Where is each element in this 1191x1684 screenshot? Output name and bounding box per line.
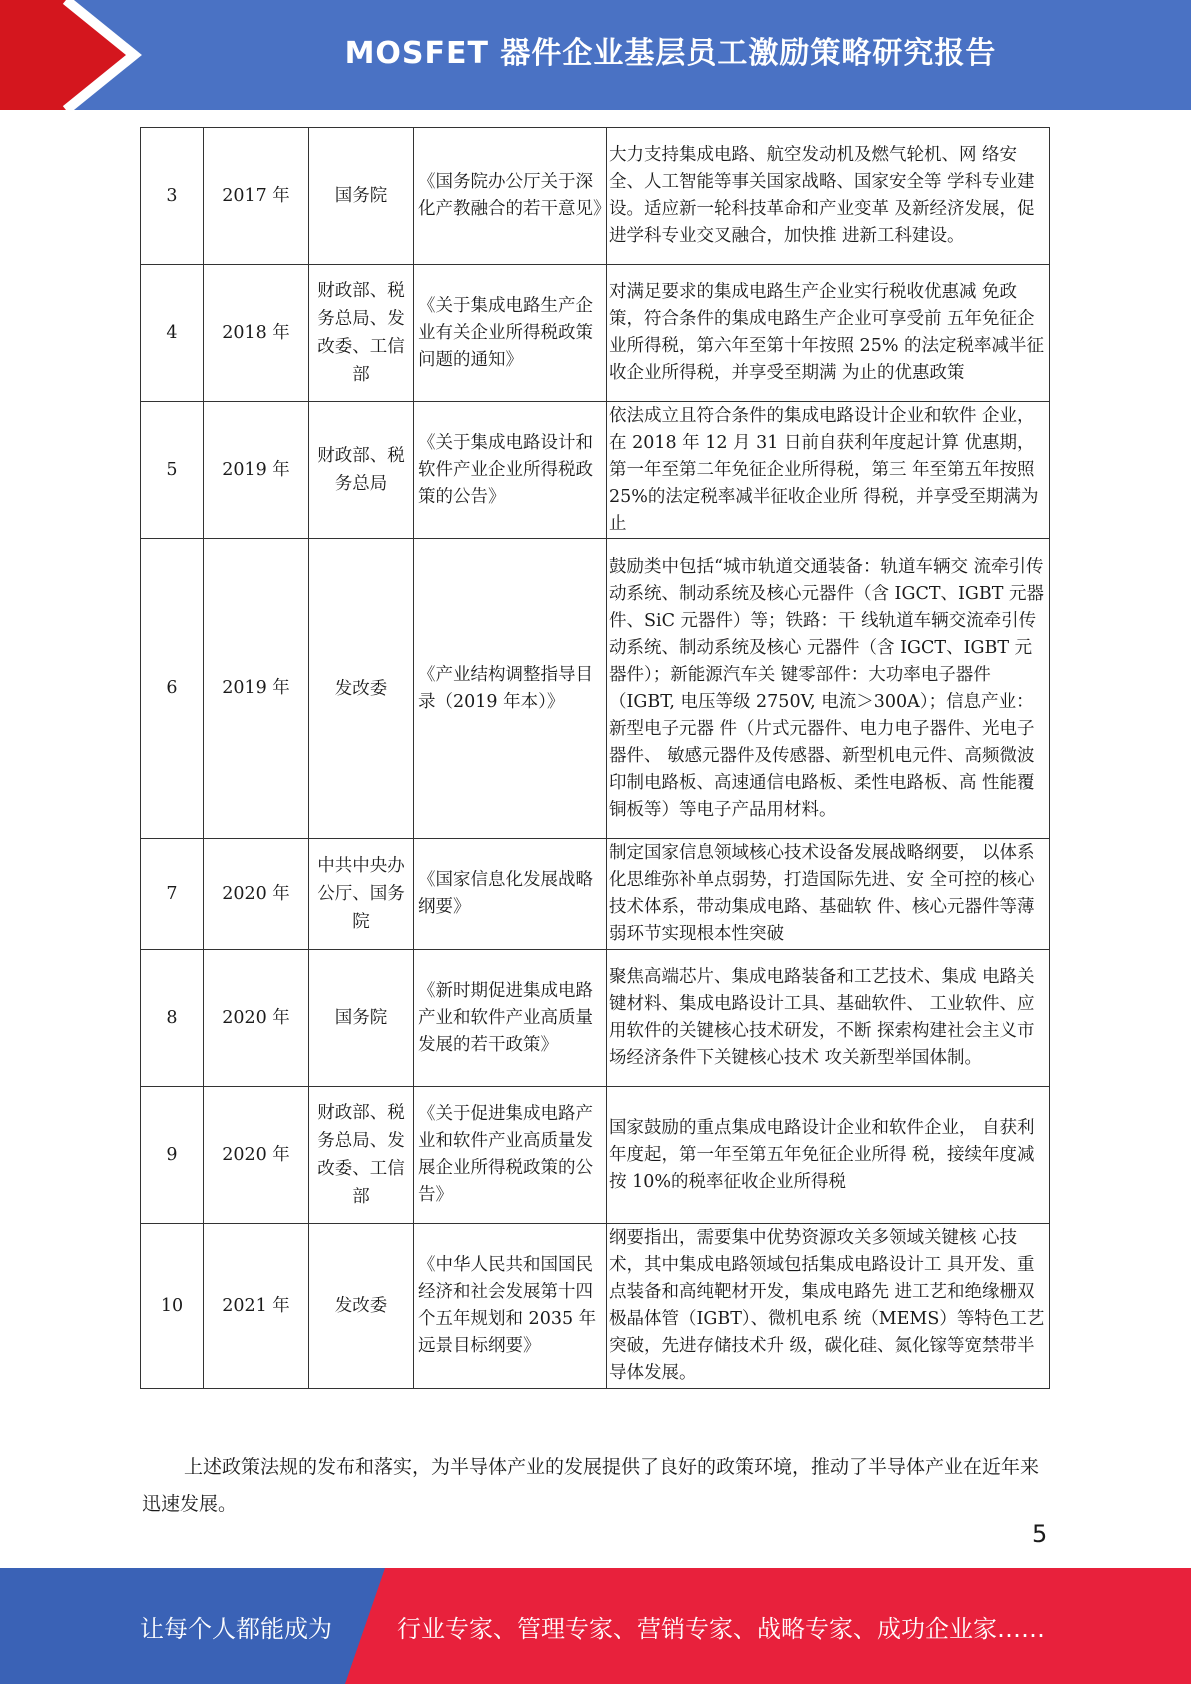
row-policy-title: 《关于集成电路生产企业有关企业所得税政策问题的通知》 [414, 265, 607, 402]
row-number: 4 [141, 265, 204, 402]
page-header [0, 0, 1191, 110]
row-year: 2021 年 [204, 1224, 309, 1389]
row-department: 财政部、税务总局、发改委、工信部 [309, 1087, 414, 1224]
row-year: 2019 年 [204, 402, 309, 539]
row-number: 7 [141, 839, 204, 950]
footer-slogan-right: 行业专家、管理专家、营销专家、战略专家、成功企业家…… [397, 1614, 1045, 1643]
row-policy-title: 《国家信息化发展战略纲要》 [414, 839, 607, 950]
row-year: 2020 年 [204, 1087, 309, 1224]
row-year: 2019 年 [204, 539, 309, 839]
row-year: 2020 年 [204, 839, 309, 950]
row-number: 9 [141, 1087, 204, 1224]
row-department: 发改委 [309, 1224, 414, 1389]
table-row [141, 402, 1050, 539]
row-description: 纲要指出，需要集中优势资源攻关多领域关键核 心技术，其中集成电路领域包括集成电路设计工 具开发、重点装备和高纯靶材开发，集成电路先 进工艺和绝缘栅双极晶体管（IGBT）、微机电系 统（MEMS）等特色工艺突破，先进存储技术升 级，碳化硅、氮化镓等宽禁带半导体发展。 [607, 1224, 1050, 1389]
row-policy-title: 《关于集成电路设计和软件产业企业所得税政策的公告》 [414, 402, 607, 539]
row-year: 2017 年 [204, 128, 309, 265]
row-description: 大力支持集成电路、航空发动机及燃气轮机、网 络安全、人工智能等事关国家战略、国家安全等 学科专业建设。适应新一轮科技革命和产业变革 及新经济发展，促进学科专业交叉融合，加快推 进新工科建设。 [607, 128, 1050, 265]
row-policy-title: 《中华人民共和国国民经济和社会发展第十四个五年规划和 2035 年远景目标纲要》 [414, 1224, 607, 1389]
row-department: 财政部、税务总局、发改委、工信部 [309, 265, 414, 402]
footer-slogan-left: 让每个人都能成为 [140, 1614, 332, 1643]
row-number: 5 [141, 402, 204, 539]
table-row [141, 1224, 1050, 1389]
table-row [141, 128, 1050, 265]
table-row [141, 539, 1050, 839]
body-paragraph: 上述政策法规的发布和落实，为半导体产业的发展提供了良好的政策环境，推动了半导体产业在近年来迅速发展。 [142, 1456, 1040, 1515]
page-number: 5 [1032, 1520, 1048, 1548]
row-description: 鼓励类中包括“城市轨道交通装备：轨道车辆交 流牵引传动系统、制动系统及核心元器件（含 IGCT、IGBT 元器件、SiC 元器件）等；铁路：干 线轨道车辆交流牵引传动系统、制动系统及核心 元器件（含 IGCT、IGBT 元器件）；新能源汽车关 键零部件：大功率电子器件（IGBT, 电压等级 2750V, 电流＞300A）；信息产业：新型电子元器 件（片式元器件、电力电子器件、光电子器件、 敏感元器件及传感器、新型机电元件、高频微波 印制电路板、高速通信电路板、柔性电路板、高 性能覆铜板等）等电子产品用材料。 [607, 539, 1050, 839]
row-number: 6 [141, 539, 204, 839]
row-description: 国家鼓励的重点集成电路设计企业和软件企业， 自获利年度起，第一年至第五年免征企业所得 税，接续年度减按 10%的税率征收企业所得税 [607, 1087, 1050, 1224]
table-row [141, 1087, 1050, 1224]
row-policy-title: 《产业结构调整指导目录（2019 年本）》 [414, 539, 607, 839]
row-number: 8 [141, 950, 204, 1087]
row-description: 对满足要求的集成电路生产企业实行税收优惠减 免政策，符合条件的集成电路生产企业可享受前 五年免征企业所得税，第六年至第十年按照 25% 的法定税率减半征收企业所得税，并享受至期满 为止的优惠政策 [607, 265, 1050, 402]
header-red-arrow-decoration [0, 0, 150, 110]
row-policy-title: 《新时期促进集成电路产业和软件产业高质量发展的若干政策》 [414, 950, 607, 1087]
table-row [141, 839, 1050, 950]
page-footer [0, 1568, 1191, 1684]
report-title: MOSFET 器件企业基层员工激励策略研究报告 [344, 36, 997, 71]
row-description: 依法成立且符合条件的集成电路设计企业和软件 企业，在 2018 年 12 月 31 日前自获利年度起计算 优惠期，第一年至第二年免征企业所得税，第三 年至第五年按照 25%的法定税率减半征收企业所 得税，并享受至期满为止 [607, 402, 1050, 539]
row-department: 发改委 [309, 539, 414, 839]
table-row [141, 265, 1050, 402]
table-row [141, 950, 1050, 1087]
row-description: 制定国家信息领域核心技术设备发展战略纲要， 以体系化思维弥补单点弱势，打造国际先进、安 全可控的核心技术体系，带动集成电路、基础软 件、核心元器件等薄弱环节实现根本性突破 [607, 839, 1050, 950]
row-year: 2018 年 [204, 265, 309, 402]
row-year: 2020 年 [204, 950, 309, 1087]
row-department: 国务院 [309, 128, 414, 265]
row-policy-title: 《国务院办公厅关于深化产教融合的若干意见》 [414, 128, 607, 265]
row-department: 财政部、税务总局 [309, 402, 414, 539]
row-number: 10 [141, 1224, 204, 1389]
row-description: 聚焦高端芯片、集成电路装备和工艺技术、集成 电路关键材料、集成电路设计工具、基础软件、 工业软件、应用软件的关键核心技术研发，不断 探索构建社会主义市场经济条件下关键核心技术 攻关新型举国体制。 [607, 950, 1050, 1087]
row-number: 3 [141, 128, 204, 265]
policy-table [140, 127, 1050, 1389]
row-department: 国务院 [309, 950, 414, 1087]
row-department: 中共中央办公厅、国务院 [309, 839, 414, 950]
row-policy-title: 《关于促进集成电路产业和软件产业高质量发展企业所得税政策的公告》 [414, 1087, 607, 1224]
